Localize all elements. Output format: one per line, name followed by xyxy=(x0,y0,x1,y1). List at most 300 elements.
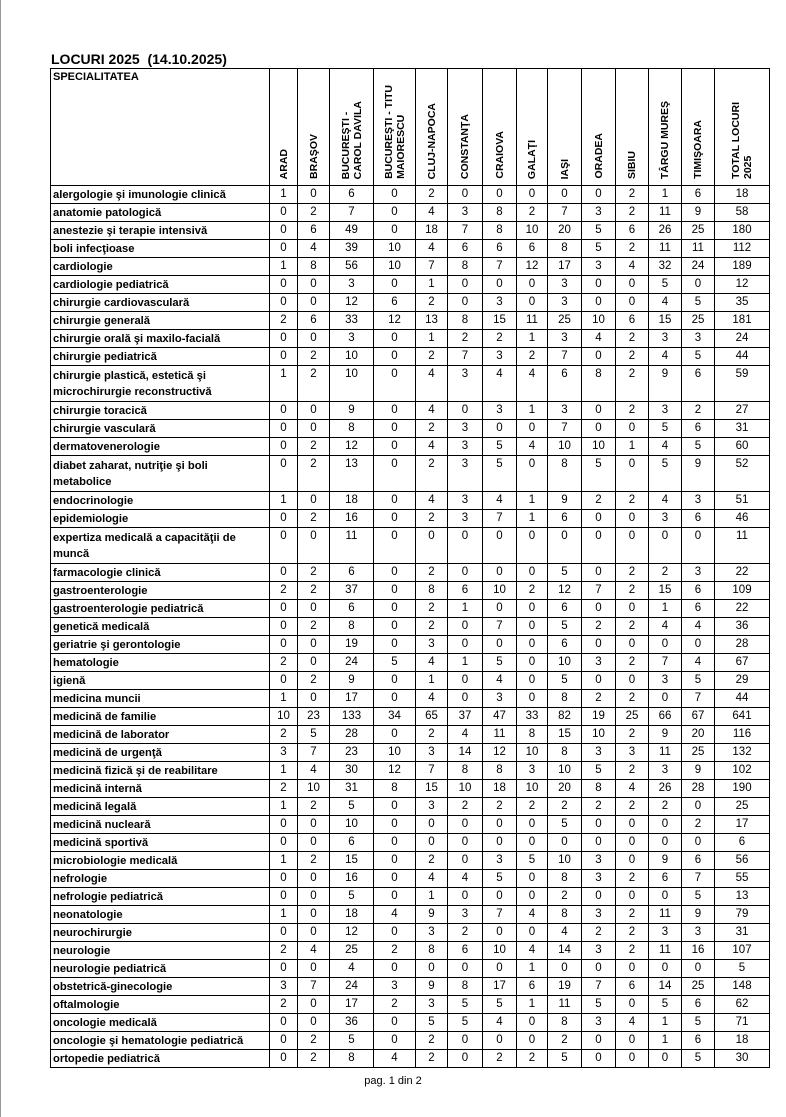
value-cell: 4 xyxy=(374,906,416,924)
value-cell: 0 xyxy=(270,294,298,312)
page-edge xyxy=(0,0,1,1117)
column-header-label: TÂRGU MUREŞ xyxy=(659,100,671,179)
value-cell: 5 xyxy=(548,672,582,690)
value-cell: 0 xyxy=(483,924,517,942)
value-cell: 7 xyxy=(682,690,715,708)
value-cell: 8 xyxy=(330,618,374,636)
value-cell: 10 xyxy=(374,744,416,762)
specialty-name: chirurgie cardiovasculară xyxy=(51,294,270,312)
value-cell: 0 xyxy=(517,1032,548,1050)
value-cell: 18 xyxy=(483,780,517,798)
value-cell: 0 xyxy=(374,1014,416,1032)
value-cell: 0 xyxy=(374,960,416,978)
value-cell: 3 xyxy=(582,870,616,888)
table-row xyxy=(51,600,770,618)
value-cell: 0 xyxy=(616,960,649,978)
value-cell: 0 xyxy=(517,888,548,906)
value-cell: 0 xyxy=(416,960,448,978)
table-row xyxy=(51,204,770,222)
column-header-label: GALAŢI xyxy=(526,139,538,179)
value-cell: 0 xyxy=(298,420,330,438)
value-cell: 13 xyxy=(416,312,448,330)
value-cell: 2 xyxy=(270,726,298,744)
value-cell: 5 xyxy=(330,798,374,816)
value-cell: 10 xyxy=(483,942,517,960)
total-cell: 52 xyxy=(715,456,770,492)
value-cell: 2 xyxy=(616,798,649,816)
value-cell: 8 xyxy=(330,420,374,438)
value-cell: 25 xyxy=(548,312,582,330)
value-cell: 0 xyxy=(374,204,416,222)
value-cell: 10 xyxy=(270,708,298,726)
value-cell: 11 xyxy=(517,312,548,330)
value-cell: 11 xyxy=(682,240,715,258)
value-cell: 6 xyxy=(548,510,582,528)
value-cell: 1 xyxy=(517,330,548,348)
value-cell: 2 xyxy=(548,798,582,816)
table-row xyxy=(51,312,770,330)
total-cell: 12 xyxy=(715,276,770,294)
value-cell: 0 xyxy=(298,528,330,564)
value-cell: 0 xyxy=(682,276,715,294)
value-cell: 2 xyxy=(298,852,330,870)
value-cell: 0 xyxy=(616,420,649,438)
value-cell: 0 xyxy=(517,636,548,654)
places-table xyxy=(50,68,770,1068)
value-cell: 17 xyxy=(330,690,374,708)
column-header xyxy=(682,69,715,186)
value-cell: 2 xyxy=(416,510,448,528)
table-row xyxy=(51,564,770,582)
value-cell: 5 xyxy=(548,816,582,834)
value-cell: 1 xyxy=(448,600,483,618)
value-cell: 0 xyxy=(517,690,548,708)
value-cell: 0 xyxy=(374,438,416,456)
value-cell: 2 xyxy=(517,798,548,816)
value-cell: 23 xyxy=(298,708,330,726)
value-cell: 2 xyxy=(616,204,649,222)
specialty-name: obstetrică-ginecologie xyxy=(51,978,270,996)
value-cell: 0 xyxy=(582,1032,616,1050)
value-cell: 17 xyxy=(548,258,582,276)
value-cell: 3 xyxy=(374,978,416,996)
value-cell: 5 xyxy=(483,654,517,672)
table-row xyxy=(51,618,770,636)
value-cell: 0 xyxy=(448,402,483,420)
value-cell: 37 xyxy=(448,708,483,726)
column-header xyxy=(298,69,330,186)
value-cell: 14 xyxy=(548,942,582,960)
value-cell: 8 xyxy=(548,744,582,762)
value-cell: 2 xyxy=(582,492,616,510)
value-cell: 0 xyxy=(582,960,616,978)
value-cell: 1 xyxy=(649,186,682,204)
value-cell: 10 xyxy=(330,366,374,402)
value-cell: 4 xyxy=(517,906,548,924)
value-cell: 0 xyxy=(270,888,298,906)
value-cell: 3 xyxy=(416,636,448,654)
value-cell: 8 xyxy=(517,726,548,744)
value-cell: 10 xyxy=(517,744,548,762)
value-cell: 6 xyxy=(548,636,582,654)
column-header xyxy=(715,69,770,186)
value-cell: 34 xyxy=(374,708,416,726)
value-cell: 3 xyxy=(330,276,374,294)
value-cell: 2 xyxy=(582,690,616,708)
value-cell: 6 xyxy=(649,870,682,888)
value-cell: 0 xyxy=(298,294,330,312)
value-cell: 0 xyxy=(298,924,330,942)
table-row xyxy=(51,708,770,726)
total-cell: 641 xyxy=(715,708,770,726)
specialty-name: diabet zaharat, nutriţie şi boli metabolice xyxy=(51,456,270,492)
value-cell: 2 xyxy=(374,996,416,1014)
value-cell: 6 xyxy=(448,240,483,258)
value-cell: 0 xyxy=(649,888,682,906)
value-cell: 2 xyxy=(616,726,649,744)
total-cell: 24 xyxy=(715,330,770,348)
value-cell: 5 xyxy=(649,420,682,438)
value-cell: 0 xyxy=(374,600,416,618)
value-cell: 0 xyxy=(374,456,416,492)
value-cell: 0 xyxy=(483,1032,517,1050)
value-cell: 0 xyxy=(616,456,649,492)
value-cell: 6 xyxy=(298,222,330,240)
value-cell: 10 xyxy=(548,852,582,870)
value-cell: 3 xyxy=(330,330,374,348)
value-cell: 1 xyxy=(416,330,448,348)
value-cell: 4 xyxy=(416,402,448,420)
column-header xyxy=(483,69,517,186)
table-row xyxy=(51,924,770,942)
value-cell: 4 xyxy=(448,726,483,744)
value-cell: 2 xyxy=(416,726,448,744)
value-cell: 3 xyxy=(582,906,616,924)
value-cell: 0 xyxy=(374,924,416,942)
value-cell: 3 xyxy=(483,348,517,366)
value-cell: 0 xyxy=(298,276,330,294)
value-cell: 0 xyxy=(582,276,616,294)
total-cell: 25 xyxy=(715,798,770,816)
value-cell: 0 xyxy=(448,672,483,690)
value-cell: 2 xyxy=(616,618,649,636)
value-cell: 4 xyxy=(649,438,682,456)
value-cell: 3 xyxy=(448,204,483,222)
value-cell: 11 xyxy=(548,996,582,1014)
table-row xyxy=(51,942,770,960)
value-cell: 6 xyxy=(298,312,330,330)
value-cell: 3 xyxy=(416,996,448,1014)
value-cell: 25 xyxy=(682,978,715,996)
value-cell: 6 xyxy=(448,582,483,600)
value-cell: 0 xyxy=(548,186,582,204)
value-cell: 0 xyxy=(649,816,682,834)
value-cell: 2 xyxy=(483,798,517,816)
value-cell: 9 xyxy=(548,492,582,510)
total-cell: 51 xyxy=(715,492,770,510)
column-header xyxy=(330,69,374,186)
value-cell: 23 xyxy=(330,744,374,762)
value-cell: 0 xyxy=(483,834,517,852)
value-cell: 3 xyxy=(582,744,616,762)
value-cell: 5 xyxy=(682,888,715,906)
value-cell: 2 xyxy=(298,798,330,816)
total-cell: 55 xyxy=(715,870,770,888)
value-cell: 0 xyxy=(270,510,298,528)
specialty-name: medicină fizică şi de reabilitare xyxy=(51,762,270,780)
value-cell: 4 xyxy=(416,240,448,258)
total-cell: 44 xyxy=(715,348,770,366)
value-cell: 5 xyxy=(517,852,548,870)
column-header-label: BRAŞOV xyxy=(307,134,320,179)
table-row xyxy=(51,348,770,366)
value-cell: 0 xyxy=(517,1014,548,1032)
column-header-label: SIBIU xyxy=(626,150,638,179)
value-cell: 1 xyxy=(649,600,682,618)
value-cell: 3 xyxy=(582,258,616,276)
value-cell: 2 xyxy=(298,438,330,456)
value-cell: 3 xyxy=(649,924,682,942)
value-cell: 0 xyxy=(298,654,330,672)
value-cell: 2 xyxy=(416,1050,448,1068)
value-cell: 0 xyxy=(448,186,483,204)
value-cell: 3 xyxy=(649,402,682,420)
value-cell: 4 xyxy=(649,294,682,312)
value-cell: 0 xyxy=(270,672,298,690)
value-cell: 0 xyxy=(270,402,298,420)
table-body xyxy=(51,186,770,1068)
value-cell: 0 xyxy=(270,1014,298,1032)
value-cell: 7 xyxy=(416,762,448,780)
value-cell: 2 xyxy=(616,240,649,258)
value-cell: 2 xyxy=(270,312,298,330)
value-cell: 0 xyxy=(517,672,548,690)
value-cell: 19 xyxy=(548,978,582,996)
value-cell: 7 xyxy=(483,510,517,528)
value-cell: 5 xyxy=(582,762,616,780)
value-cell: 0 xyxy=(517,618,548,636)
column-header xyxy=(416,69,448,186)
specialty-name: microbiologie medicală xyxy=(51,852,270,870)
value-cell: 56 xyxy=(330,258,374,276)
value-cell: 5 xyxy=(682,438,715,456)
value-cell: 0 xyxy=(483,420,517,438)
value-cell: 24 xyxy=(330,978,374,996)
value-cell: 0 xyxy=(270,276,298,294)
total-cell: 109 xyxy=(715,582,770,600)
specialty-name: cardiologie pediatrică xyxy=(51,276,270,294)
value-cell: 0 xyxy=(270,348,298,366)
value-cell: 11 xyxy=(649,204,682,222)
value-cell: 0 xyxy=(374,402,416,420)
value-cell: 1 xyxy=(270,492,298,510)
specialty-name: alergologie şi imunologie clinică xyxy=(51,186,270,204)
value-cell: 1 xyxy=(517,510,548,528)
value-cell: 3 xyxy=(483,294,517,312)
value-cell: 4 xyxy=(616,780,649,798)
value-cell: 0 xyxy=(416,834,448,852)
value-cell: 6 xyxy=(548,600,582,618)
specialty-name: genetică medicală xyxy=(51,618,270,636)
value-cell: 20 xyxy=(548,222,582,240)
value-cell: 6 xyxy=(330,564,374,582)
value-cell: 0 xyxy=(374,186,416,204)
value-cell: 2 xyxy=(616,870,649,888)
value-cell: 2 xyxy=(298,1050,330,1068)
table-row xyxy=(51,222,770,240)
value-cell: 2 xyxy=(616,330,649,348)
value-cell: 1 xyxy=(270,366,298,402)
value-cell: 0 xyxy=(682,960,715,978)
value-cell: 3 xyxy=(448,510,483,528)
value-cell: 26 xyxy=(649,780,682,798)
value-cell: 0 xyxy=(582,420,616,438)
value-cell: 2 xyxy=(416,456,448,492)
specialty-name: medicină de laborator xyxy=(51,726,270,744)
value-cell: 0 xyxy=(374,672,416,690)
value-cell: 17 xyxy=(330,996,374,1014)
value-cell: 0 xyxy=(270,204,298,222)
specialty-name: cardiologie xyxy=(51,258,270,276)
value-cell: 7 xyxy=(548,204,582,222)
table-row xyxy=(51,798,770,816)
value-cell: 2 xyxy=(416,420,448,438)
value-cell: 2 xyxy=(298,348,330,366)
value-cell: 3 xyxy=(582,1014,616,1032)
value-cell: 0 xyxy=(448,276,483,294)
value-cell: 2 xyxy=(483,330,517,348)
value-cell: 2 xyxy=(298,204,330,222)
table-row xyxy=(51,978,770,996)
table-row xyxy=(51,186,770,204)
value-cell: 0 xyxy=(270,240,298,258)
value-cell: 0 xyxy=(374,618,416,636)
table-row xyxy=(51,906,770,924)
value-cell: 0 xyxy=(517,186,548,204)
value-cell: 2 xyxy=(416,852,448,870)
value-cell: 5 xyxy=(330,1032,374,1050)
value-cell: 0 xyxy=(374,420,416,438)
value-cell: 4 xyxy=(682,654,715,672)
column-header xyxy=(517,69,548,186)
value-cell: 15 xyxy=(649,582,682,600)
value-cell: 4 xyxy=(416,366,448,402)
value-cell: 2 xyxy=(582,618,616,636)
value-cell: 9 xyxy=(682,906,715,924)
value-cell: 12 xyxy=(517,258,548,276)
value-cell: 2 xyxy=(416,294,448,312)
value-cell: 4 xyxy=(416,204,448,222)
value-cell: 0 xyxy=(616,528,649,564)
value-cell: 2 xyxy=(582,798,616,816)
column-header-label: ORADEA xyxy=(592,133,605,179)
value-cell: 1 xyxy=(517,402,548,420)
value-cell: 0 xyxy=(374,726,416,744)
value-cell: 0 xyxy=(374,564,416,582)
value-cell: 15 xyxy=(416,780,448,798)
value-cell: 1 xyxy=(517,960,548,978)
value-cell: 0 xyxy=(374,348,416,366)
specialty-name: medicină nucleară xyxy=(51,816,270,834)
column-header-label: TIMIŞOARA xyxy=(692,120,704,179)
value-cell: 7 xyxy=(298,744,330,762)
value-cell: 0 xyxy=(298,330,330,348)
table-row xyxy=(51,690,770,708)
value-cell: 16 xyxy=(330,510,374,528)
value-cell: 5 xyxy=(548,1050,582,1068)
value-cell: 0 xyxy=(483,816,517,834)
value-cell: 14 xyxy=(448,744,483,762)
value-cell: 0 xyxy=(416,816,448,834)
value-cell: 0 xyxy=(548,834,582,852)
value-cell: 8 xyxy=(448,762,483,780)
total-cell: 79 xyxy=(715,906,770,924)
value-cell: 0 xyxy=(298,492,330,510)
value-cell: 0 xyxy=(448,852,483,870)
value-cell: 3 xyxy=(682,924,715,942)
value-cell: 8 xyxy=(548,690,582,708)
table-row xyxy=(51,492,770,510)
column-header xyxy=(374,69,416,186)
value-cell: 5 xyxy=(483,456,517,492)
specialty-name: neurologie xyxy=(51,942,270,960)
value-cell: 6 xyxy=(616,978,649,996)
value-cell: 0 xyxy=(582,528,616,564)
value-cell: 0 xyxy=(616,888,649,906)
value-cell: 20 xyxy=(548,780,582,798)
value-cell: 12 xyxy=(374,762,416,780)
value-cell: 2 xyxy=(616,492,649,510)
value-cell: 6 xyxy=(682,852,715,870)
value-cell: 4 xyxy=(483,1014,517,1032)
value-cell: 0 xyxy=(649,834,682,852)
value-cell: 0 xyxy=(483,888,517,906)
value-cell: 0 xyxy=(374,690,416,708)
value-cell: 7 xyxy=(330,204,374,222)
value-cell: 9 xyxy=(330,672,374,690)
value-cell: 6 xyxy=(616,222,649,240)
specialty-header: SPECIALITATEA xyxy=(51,69,270,186)
value-cell: 0 xyxy=(616,600,649,618)
value-cell: 4 xyxy=(548,924,582,942)
value-cell: 0 xyxy=(582,348,616,366)
value-cell: 6 xyxy=(616,312,649,330)
value-cell: 2 xyxy=(416,348,448,366)
specialty-name: chirurgie pediatrică xyxy=(51,348,270,366)
value-cell: 11 xyxy=(649,906,682,924)
value-cell: 0 xyxy=(616,834,649,852)
value-cell: 4 xyxy=(517,438,548,456)
value-cell: 17 xyxy=(483,978,517,996)
total-cell: 102 xyxy=(715,762,770,780)
value-cell: 0 xyxy=(270,636,298,654)
value-cell: 10 xyxy=(374,240,416,258)
value-cell: 49 xyxy=(330,222,374,240)
value-cell: 7 xyxy=(448,222,483,240)
value-cell: 12 xyxy=(548,582,582,600)
value-cell: 12 xyxy=(330,924,374,942)
value-cell: 0 xyxy=(374,510,416,528)
value-cell: 0 xyxy=(298,1014,330,1032)
specialty-name: ortopedie pediatrică xyxy=(51,1050,270,1068)
table-row xyxy=(51,996,770,1014)
value-cell: 3 xyxy=(270,978,298,996)
total-cell: 181 xyxy=(715,312,770,330)
value-cell: 3 xyxy=(483,690,517,708)
value-cell: 15 xyxy=(483,312,517,330)
value-cell: 5 xyxy=(548,618,582,636)
value-cell: 6 xyxy=(682,1032,715,1050)
